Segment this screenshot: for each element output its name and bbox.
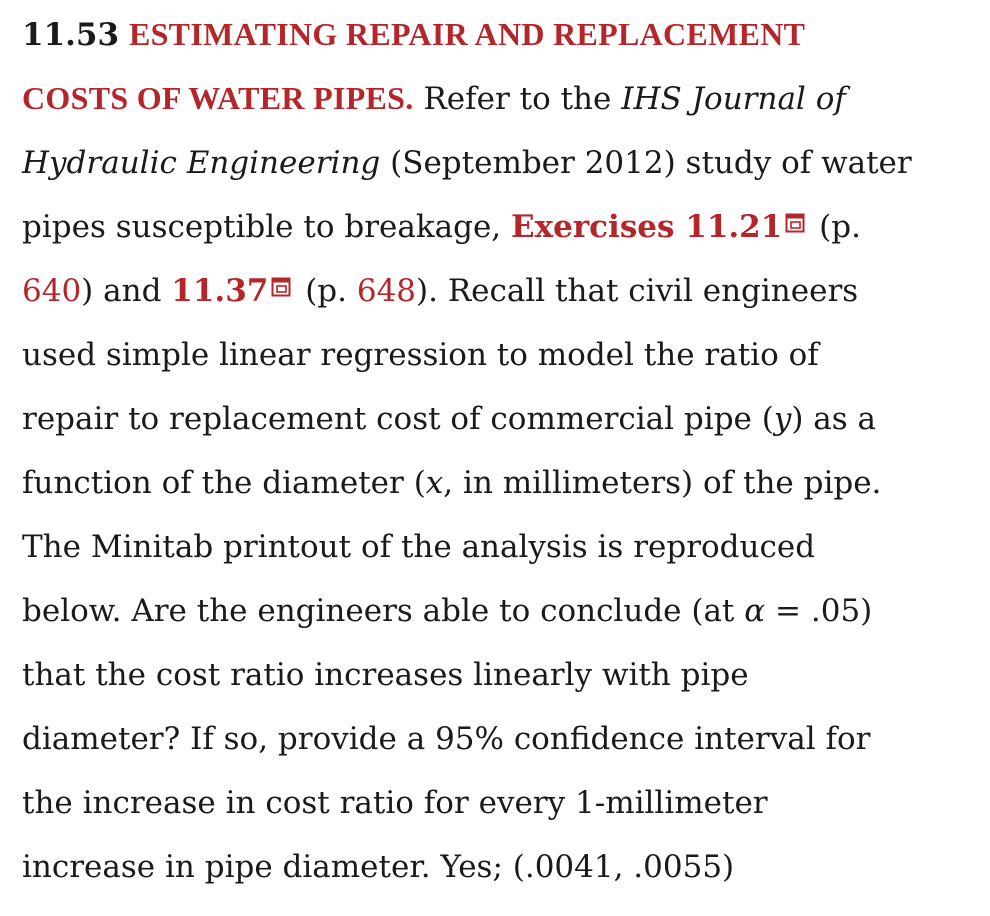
exercise-title-line2: COSTS OF WATER PIPES. — [22, 80, 414, 116]
line-14: increase in pipe diameter. Yes; (.0041, .0055) — [22, 849, 735, 885]
text-date: (September 2012) study of water — [380, 145, 912, 181]
line-12: diameter? If so, provide a 95% confidence interval for — [22, 721, 871, 757]
variable-x: x — [425, 465, 444, 501]
exercise-link-1137[interactable]: 11.37 — [171, 273, 269, 309]
text-refer: Refer to the — [413, 81, 622, 117]
text-p2: (p. — [295, 273, 357, 309]
page-link-648[interactable]: 648 — [356, 273, 417, 309]
text-line8b: , in millimeters) of the pipe. — [443, 465, 882, 501]
line-4 — [22, 207, 861, 247]
line-3 — [22, 143, 912, 183]
alpha-symbol: α — [744, 593, 766, 629]
exercise-title-line1: ESTIMATING REPAIR AND REPLACEMENT — [128, 16, 806, 52]
line-1 — [22, 14, 805, 55]
text-line10b: = .05) — [765, 593, 873, 629]
line-13: the increase in cost ratio for every 1-millimeter — [22, 785, 768, 821]
line-7 — [22, 399, 876, 439]
exercise-link-1121[interactable]: Exercises 11.21 — [511, 209, 783, 245]
text-p-open: (p. — [809, 209, 861, 245]
journal-name-1: IHS Journal of — [621, 81, 846, 117]
external-window-icon[interactable] — [785, 213, 805, 233]
external-window-icon[interactable] — [271, 277, 291, 297]
text-line8a: function of the diameter ( — [22, 465, 426, 501]
line-10 — [22, 591, 872, 631]
line-6: used simple linear regression to model the ratio of — [22, 337, 819, 373]
line-11: that the cost ratio increases linearly with pipe — [22, 657, 749, 693]
line-2 — [22, 78, 846, 119]
text-pipes: pipes susceptible to breakage, — [22, 209, 512, 245]
line-9: The Minitab printout of the analysis is reproduced — [22, 529, 816, 565]
exercise-number: 11.53 — [22, 17, 120, 53]
text-and: ) and — [81, 273, 172, 309]
variable-y: y — [773, 401, 792, 437]
page-link-640[interactable]: 640 — [22, 273, 82, 309]
journal-name-2: Hydraulic Engineering — [22, 145, 381, 181]
text-line7a: repair to replacement cost of commercial pipe ( — [22, 401, 774, 437]
line-8 — [22, 463, 881, 503]
text-recall: ). Recall that civil engineers — [416, 273, 859, 309]
line-5 — [22, 271, 858, 311]
text-line7b: ) as a — [791, 401, 877, 437]
text-line10a: below. Are the engineers able to conclude (at — [22, 593, 745, 629]
